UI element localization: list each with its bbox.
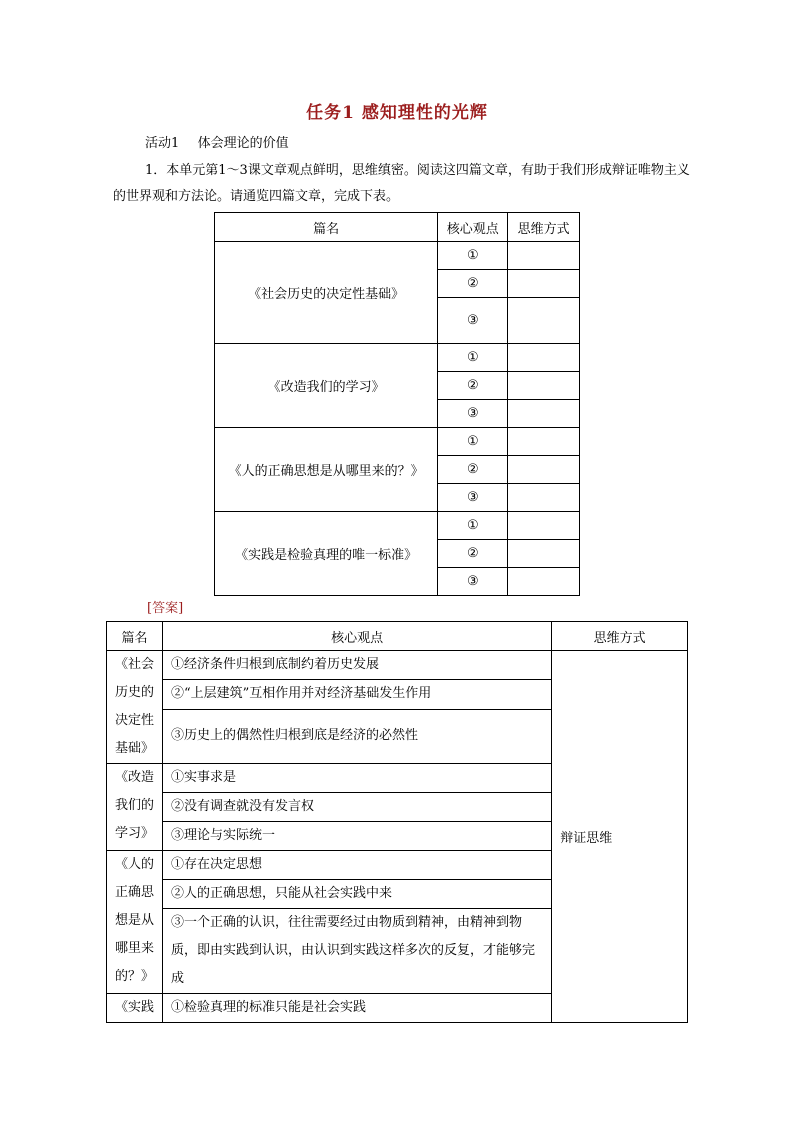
blank-cell bbox=[508, 372, 580, 400]
marker: ① bbox=[438, 428, 508, 456]
instruction-paragraph: 1．本单元第1～3课文章观点鲜明，思维缜密。阅读这四篇文章，有助于我们形成辩证唯物主义的世界观和方法论。请通览四篇文章，完成下表。 bbox=[113, 163, 690, 204]
core-view: ①存在决定思想 bbox=[162, 851, 551, 880]
blank-cell bbox=[508, 512, 580, 540]
article-title: 《人的正确思想是从哪里来的？》 bbox=[215, 428, 438, 512]
blank-cell bbox=[508, 568, 580, 596]
core-view: ③理论与实际统一 bbox=[162, 822, 551, 851]
activity-name: 体会理论的价值 bbox=[197, 136, 289, 151]
answer-label: [答案] bbox=[147, 601, 184, 616]
activity-heading bbox=[145, 132, 289, 151]
header-title: 篇名 bbox=[215, 213, 438, 242]
blank-cell bbox=[508, 298, 580, 344]
core-view: ①实事求是 bbox=[162, 764, 551, 793]
core-view: ②“上层建筑”互相作用并对经济基础发生作用 bbox=[162, 680, 551, 709]
activity-label: 活动1 bbox=[145, 136, 180, 151]
article-title: 《人的正确思想是从哪里来的？》 bbox=[107, 851, 163, 994]
blank-cell bbox=[508, 242, 580, 270]
blank-cell bbox=[508, 344, 580, 372]
marker: ② bbox=[438, 372, 508, 400]
header-mode: 思维方式 bbox=[552, 622, 688, 651]
blank-cell bbox=[508, 400, 580, 428]
blank-cell bbox=[508, 484, 580, 512]
core-view: ②没有调查就没有发言权 bbox=[162, 793, 551, 822]
blank-cell bbox=[508, 456, 580, 484]
marker: ③ bbox=[438, 298, 508, 344]
marker: ② bbox=[438, 540, 508, 568]
core-view: ①检验真理的标准只能是社会实践 bbox=[162, 994, 551, 1023]
core-view: ③一个正确的认识，往往需要经过由物质到精神，由精神到物质，即由实践到认识，由认识到实践这样多次的反复，才能够完成 bbox=[162, 909, 551, 994]
marker: ② bbox=[438, 270, 508, 298]
article-title: 《改造我们的学习》 bbox=[215, 344, 438, 428]
header-view: 核心观点 bbox=[162, 622, 551, 651]
marker: ① bbox=[438, 344, 508, 372]
marker: ③ bbox=[438, 484, 508, 512]
article-title: 《社会历史的决定性基础》 bbox=[215, 242, 438, 344]
article-title: 《实践是检验真理的唯一标准》 bbox=[215, 512, 438, 596]
header-view: 核心观点 bbox=[438, 213, 508, 242]
blank-cell bbox=[508, 540, 580, 568]
marker: ③ bbox=[438, 568, 508, 596]
marker: ① bbox=[438, 512, 508, 540]
marker: ① bbox=[438, 242, 508, 270]
blank-table bbox=[214, 212, 580, 596]
blank-cell bbox=[508, 428, 580, 456]
core-view: ③历史上的偶然性归根到底是经济的必然性 bbox=[162, 709, 551, 764]
header-mode: 思维方式 bbox=[508, 213, 580, 242]
core-view: ①经济条件归根到底制约着历史发展 bbox=[162, 651, 551, 680]
blank-cell bbox=[508, 270, 580, 298]
header-title: 篇名 bbox=[107, 622, 163, 651]
article-title: 《社会历史的决定性基础》 bbox=[107, 651, 163, 764]
core-view: ②人的正确思想，只能从社会实践中来 bbox=[162, 880, 551, 909]
article-title: 《实践 bbox=[107, 994, 163, 1023]
thinking-mode: 辩证思维 bbox=[552, 651, 688, 1023]
page-title: 任务1 感知理性的光辉 bbox=[306, 103, 488, 123]
article-title: 《改造我们的学习》 bbox=[107, 764, 163, 851]
answer-table bbox=[106, 621, 688, 1023]
marker: ③ bbox=[438, 400, 508, 428]
marker: ② bbox=[438, 456, 508, 484]
